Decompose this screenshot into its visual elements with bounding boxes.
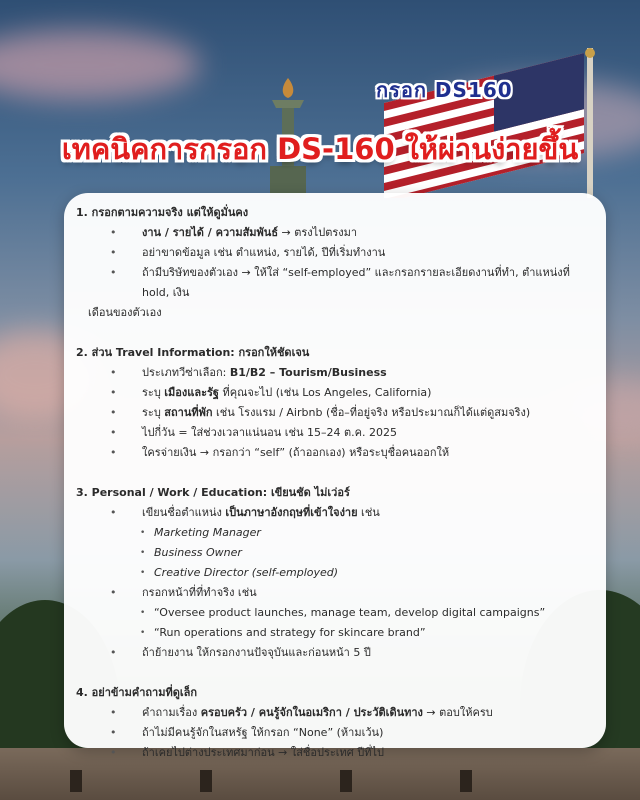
list-item bbox=[76, 503, 592, 523]
text: กรอกหน้าที่ที่ทำจริง เช่น bbox=[142, 586, 257, 599]
sub-list-item: • “Oversee product launches, manage team, develop digital campaigns” bbox=[76, 603, 592, 623]
small-title: กรอก DS160 bbox=[376, 78, 513, 102]
building-window bbox=[340, 770, 352, 792]
sub-list-item: • Marketing Manager bbox=[76, 523, 592, 543]
list-item bbox=[76, 743, 592, 763]
text: เช่น โรงแรม / Airbnb (ชื่อ–ที่อยู่จริง หรือประมาณก็ได้แต่ดูสมจริง) bbox=[212, 406, 531, 419]
section-title: 4. อย่าข้ามคำถามที่ดูเล็ก bbox=[76, 686, 198, 699]
bullet-list bbox=[76, 223, 592, 323]
bullet-list bbox=[76, 643, 592, 663]
sub-list-item: • Creative Director (self-employed) bbox=[76, 563, 592, 583]
text: ที่คุณจะไป (เช่น Los Angeles, California) bbox=[219, 386, 432, 399]
bold-text: ครอบครัว / คนรู้จักในอเมริกา / ประวัติเดินทาง bbox=[200, 706, 423, 719]
text: เขียนชื่อตำแหน่ง bbox=[142, 506, 226, 519]
text: ถ้าเคยไปต่างประเทศมาก่อน → ใส่ชื่อประเทศ ปีที่ไป bbox=[142, 746, 385, 759]
bold-text: งาน / รายได้ / ความสัมพันธ์ bbox=[142, 226, 279, 239]
text: ไปกี่วัน = ใส่ช่วงเวลาแน่นอน เช่น 15–24 ต.ค. 2025 bbox=[142, 426, 398, 439]
bullet-list bbox=[76, 503, 592, 523]
list-item bbox=[76, 583, 592, 603]
content-card bbox=[64, 193, 606, 759]
bullet-list bbox=[76, 703, 592, 763]
building-window bbox=[70, 770, 82, 792]
text: ระบุ bbox=[142, 386, 165, 399]
section-2 bbox=[76, 343, 592, 463]
section-title: 1. กรอกตามความจริง แต่ให้ดูมั่นคง bbox=[76, 206, 249, 219]
main-title: เทคนิคการกรอก DS-160 ให้ผ่านง่ายขึ้น bbox=[61, 132, 579, 166]
text: ประเภทวีซ่าเลือก: bbox=[142, 366, 230, 379]
text: ใครจ่ายเงิน → กรอกว่า “self” (ถ้าออกเอง) หรือระบุชื่อคนออกให้ bbox=[142, 446, 450, 459]
bold-text: B1/B2 – Tourism/Business bbox=[229, 366, 387, 379]
list-item bbox=[76, 363, 592, 383]
list-item bbox=[76, 703, 592, 723]
text: ถ้าย้ายงาน ให้กรอกงานปัจจุบันและก่อนหน้า 5 ปี bbox=[142, 646, 371, 659]
sub-bullet-list bbox=[76, 523, 592, 583]
list-item bbox=[76, 263, 592, 323]
list-item bbox=[76, 723, 592, 743]
sub-bullet-list bbox=[76, 603, 592, 643]
list-item bbox=[76, 443, 592, 463]
section-4 bbox=[76, 683, 592, 763]
building-window bbox=[200, 770, 212, 792]
text: ถ้าไม่มีคนรู้จักในสหรัฐ ให้กรอก “None” (ห้ามเว้น) bbox=[142, 726, 384, 739]
sub-list-item: • “Run operations and strategy for skincare brand” bbox=[76, 623, 592, 643]
list-item bbox=[76, 423, 592, 443]
bold-text: เป็นภาษาอังกฤษที่เข้าใจง่าย bbox=[225, 506, 358, 519]
list-item bbox=[76, 243, 592, 263]
bold-text: เมืองและรัฐ bbox=[164, 386, 220, 399]
section-3 bbox=[76, 483, 592, 663]
american-flag-icon bbox=[384, 48, 614, 198]
text: → ตอบให้ครบ bbox=[422, 706, 493, 719]
text: • ถ้ามีบริษัทของตัวเอง → ให้ใส่ “self-employed” และกรอกรายละเอียดงานที่ทำ, ตำแหน่งที่ hold, เงิน bbox=[142, 266, 570, 299]
list-item bbox=[76, 643, 592, 663]
text: เช่น bbox=[357, 506, 380, 519]
text: อย่าขาดข้อมูล เช่น ตำแหน่ง, รายได้, ปีที่เริ่มทำงาน bbox=[142, 246, 386, 259]
list-item bbox=[76, 403, 592, 423]
list-item bbox=[76, 223, 592, 243]
bold-text: สถานที่พัก bbox=[164, 406, 213, 419]
cloud bbox=[0, 30, 200, 100]
sub-list-item: • Business Owner bbox=[76, 543, 592, 563]
section-title: 2. ส่วน Travel Information: กรอกให้ชัดเจน bbox=[76, 346, 310, 359]
section-title: 3. Personal / Work / Education: เขียนชัด ไม่เว่อร์ bbox=[76, 486, 350, 499]
building-window bbox=[460, 770, 472, 792]
text: ระบุ bbox=[142, 406, 165, 419]
list-item bbox=[76, 383, 592, 403]
section-1 bbox=[76, 203, 592, 323]
text: → ตรงไปตรงมา bbox=[278, 226, 358, 239]
text-continuation: เดือนของตัวเอง bbox=[88, 306, 162, 319]
bullet-list bbox=[76, 363, 592, 463]
bullet-list bbox=[76, 583, 592, 603]
text: คำถามเรื่อง bbox=[142, 706, 201, 719]
